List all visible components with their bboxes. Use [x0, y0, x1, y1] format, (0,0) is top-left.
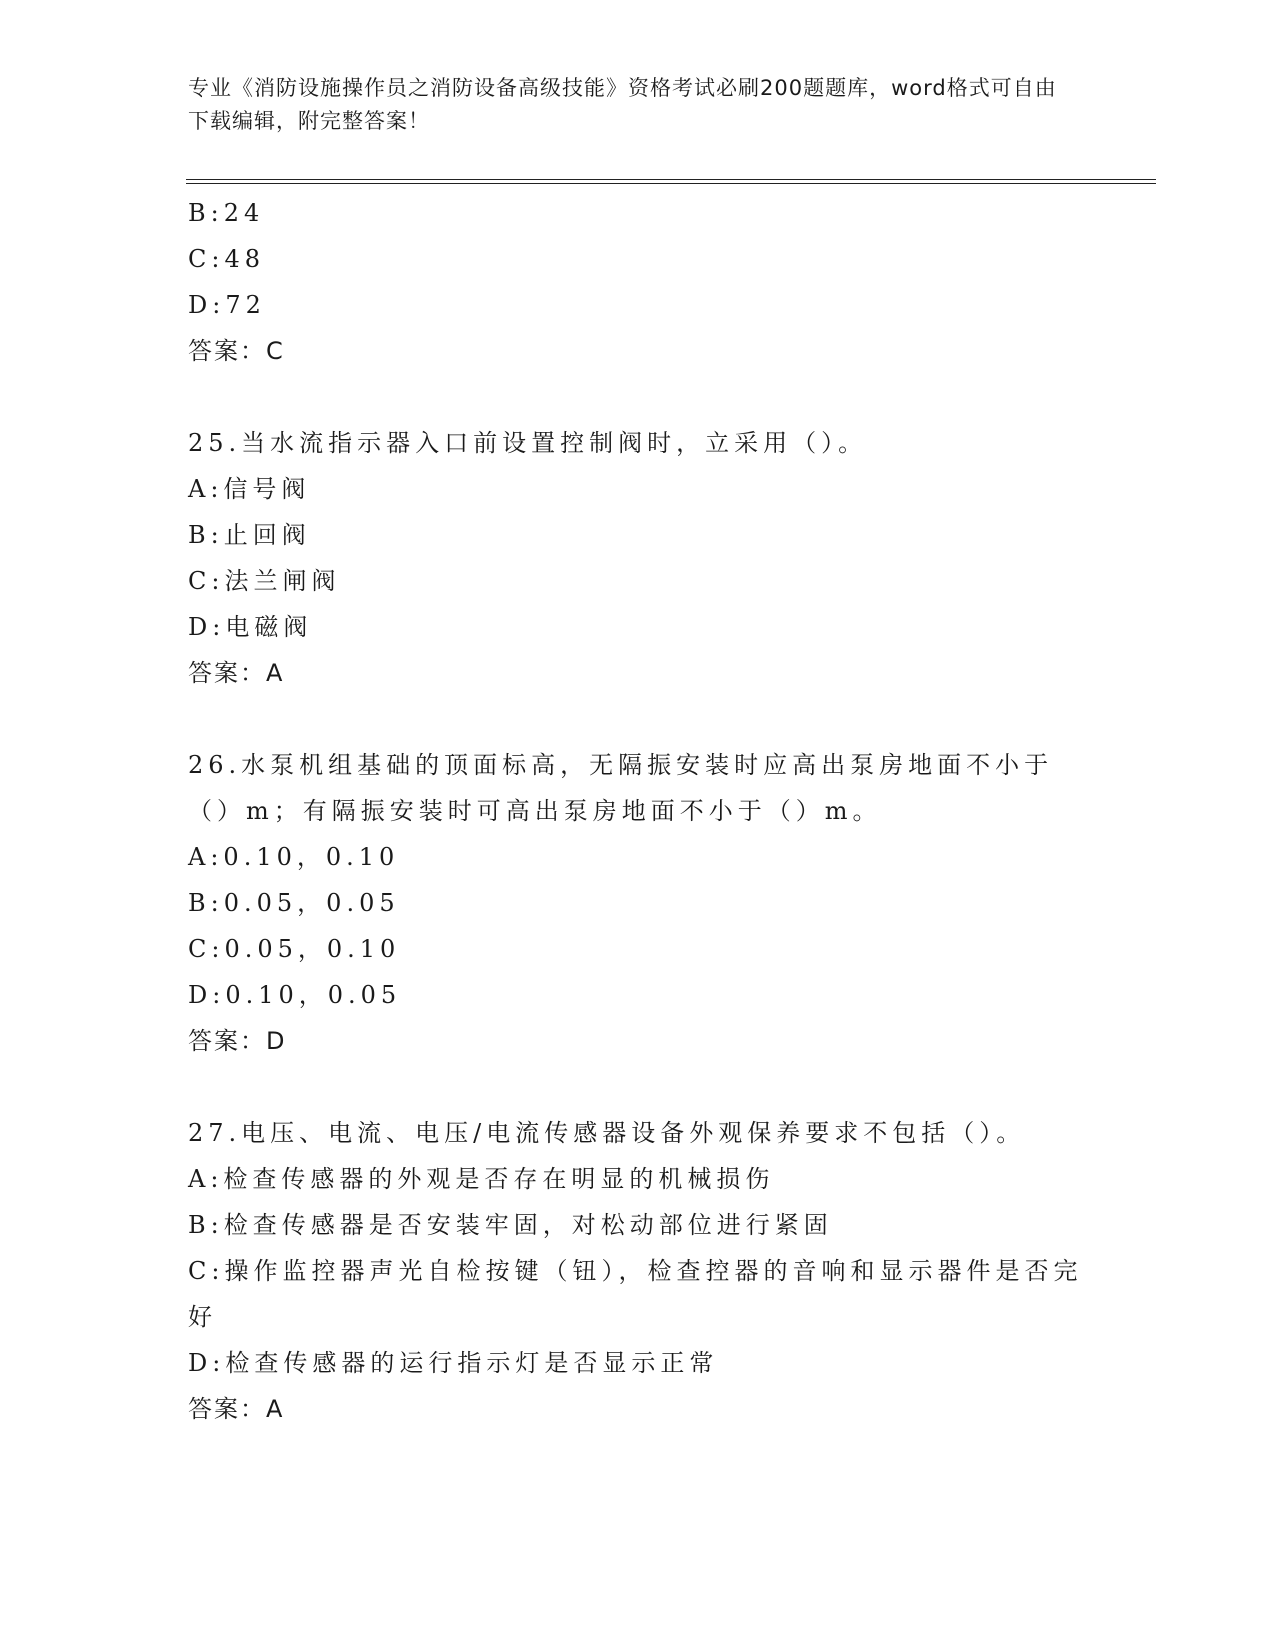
- option-b: [188, 190, 1088, 236]
- option-text: 止回阀: [223, 521, 311, 549]
- option-b: [188, 880, 1088, 926]
- option-letter: D:: [188, 291, 226, 319]
- option-c: [188, 926, 1088, 972]
- option-text: 48: [224, 245, 265, 273]
- question-25: [188, 420, 1088, 696]
- option-d: [188, 1340, 1088, 1386]
- header-divider-top: [186, 179, 1156, 180]
- spacer: [188, 696, 1088, 742]
- question-stem: 25.当水流指示器入口前设置控制阀时，立采用（）。: [188, 429, 868, 457]
- option-letter: C:: [188, 245, 225, 273]
- option-text: 0.10，0.05: [225, 981, 402, 1009]
- option-a: [188, 834, 1088, 880]
- option-text: 0.10，0.10: [223, 843, 400, 871]
- question-27: [188, 1110, 1088, 1432]
- question-26: [188, 742, 1088, 1064]
- prev-question-block: [188, 190, 1088, 374]
- option-text: 检查传感器的外观是否存在明显的机械损伤: [223, 1165, 775, 1193]
- question-stem: 26.水泵机组基础的顶面标高，无隔振安装时应高出泵房地面不小于（）m；有隔振安装时可高出泵房地面不小于（）m。: [188, 751, 1054, 825]
- option-c: [188, 1248, 1088, 1340]
- option-text: 24: [223, 199, 265, 227]
- option-b: [188, 1202, 1088, 1248]
- document-header: 专业《消防设施操作员之消防设备高级技能》资格考试必刷200题题库，word格式可自由下载编辑，附完整答案！: [188, 76, 1057, 133]
- option-letter: C:: [188, 935, 225, 963]
- option-letter: B:: [188, 889, 224, 917]
- option-text: 操作监控器声光自检按键（钮），检查控器的音响和显示器件是否完好: [188, 1257, 1083, 1331]
- option-text: 0.05，0.05: [223, 889, 400, 917]
- header-divider-bottom: [186, 183, 1156, 184]
- option-d: [188, 604, 1088, 650]
- option-text: 检查传感器的运行指示灯是否显示正常: [225, 1349, 719, 1377]
- option-a: [188, 1156, 1088, 1202]
- option-text: 0.05，0.10: [224, 935, 401, 963]
- option-b: [188, 512, 1088, 558]
- option-letter: C:: [188, 1257, 225, 1285]
- option-d: [188, 972, 1088, 1018]
- option-text: 信号阀: [223, 475, 311, 503]
- option-letter: A:: [188, 1165, 224, 1193]
- option-text: 电磁阀: [225, 613, 313, 641]
- option-c: [188, 236, 1088, 282]
- option-letter: D:: [188, 613, 226, 641]
- option-letter: D:: [188, 981, 226, 1009]
- spacer: [188, 1064, 1088, 1110]
- option-text: 72: [225, 291, 266, 319]
- answer-line: 答案：A: [188, 659, 285, 687]
- option-c: [188, 558, 1088, 604]
- option-letter: A:: [188, 475, 224, 503]
- option-a: [188, 466, 1088, 512]
- option-letter: A:: [188, 843, 224, 871]
- spacer: [188, 374, 1088, 420]
- option-d: [188, 282, 1088, 328]
- answer-line: 答案：D: [188, 1027, 287, 1055]
- option-text: 法兰闸阀: [224, 567, 341, 595]
- option-letter: B:: [188, 1211, 224, 1239]
- option-text: 检查传感器是否安装牢固，对松动部位进行紧固: [223, 1211, 833, 1239]
- option-letter: D:: [188, 1349, 226, 1377]
- option-letter: B:: [188, 199, 224, 227]
- question-list: [188, 190, 1088, 1432]
- option-letter: C:: [188, 567, 225, 595]
- option-letter: B:: [188, 521, 224, 549]
- question-stem: 27.电压、电流、电压/电流传感器设备外观保养要求不包括（）。: [188, 1119, 1026, 1147]
- answer-line: 答案：C: [188, 337, 285, 365]
- answer-line: 答案：A: [188, 1395, 285, 1423]
